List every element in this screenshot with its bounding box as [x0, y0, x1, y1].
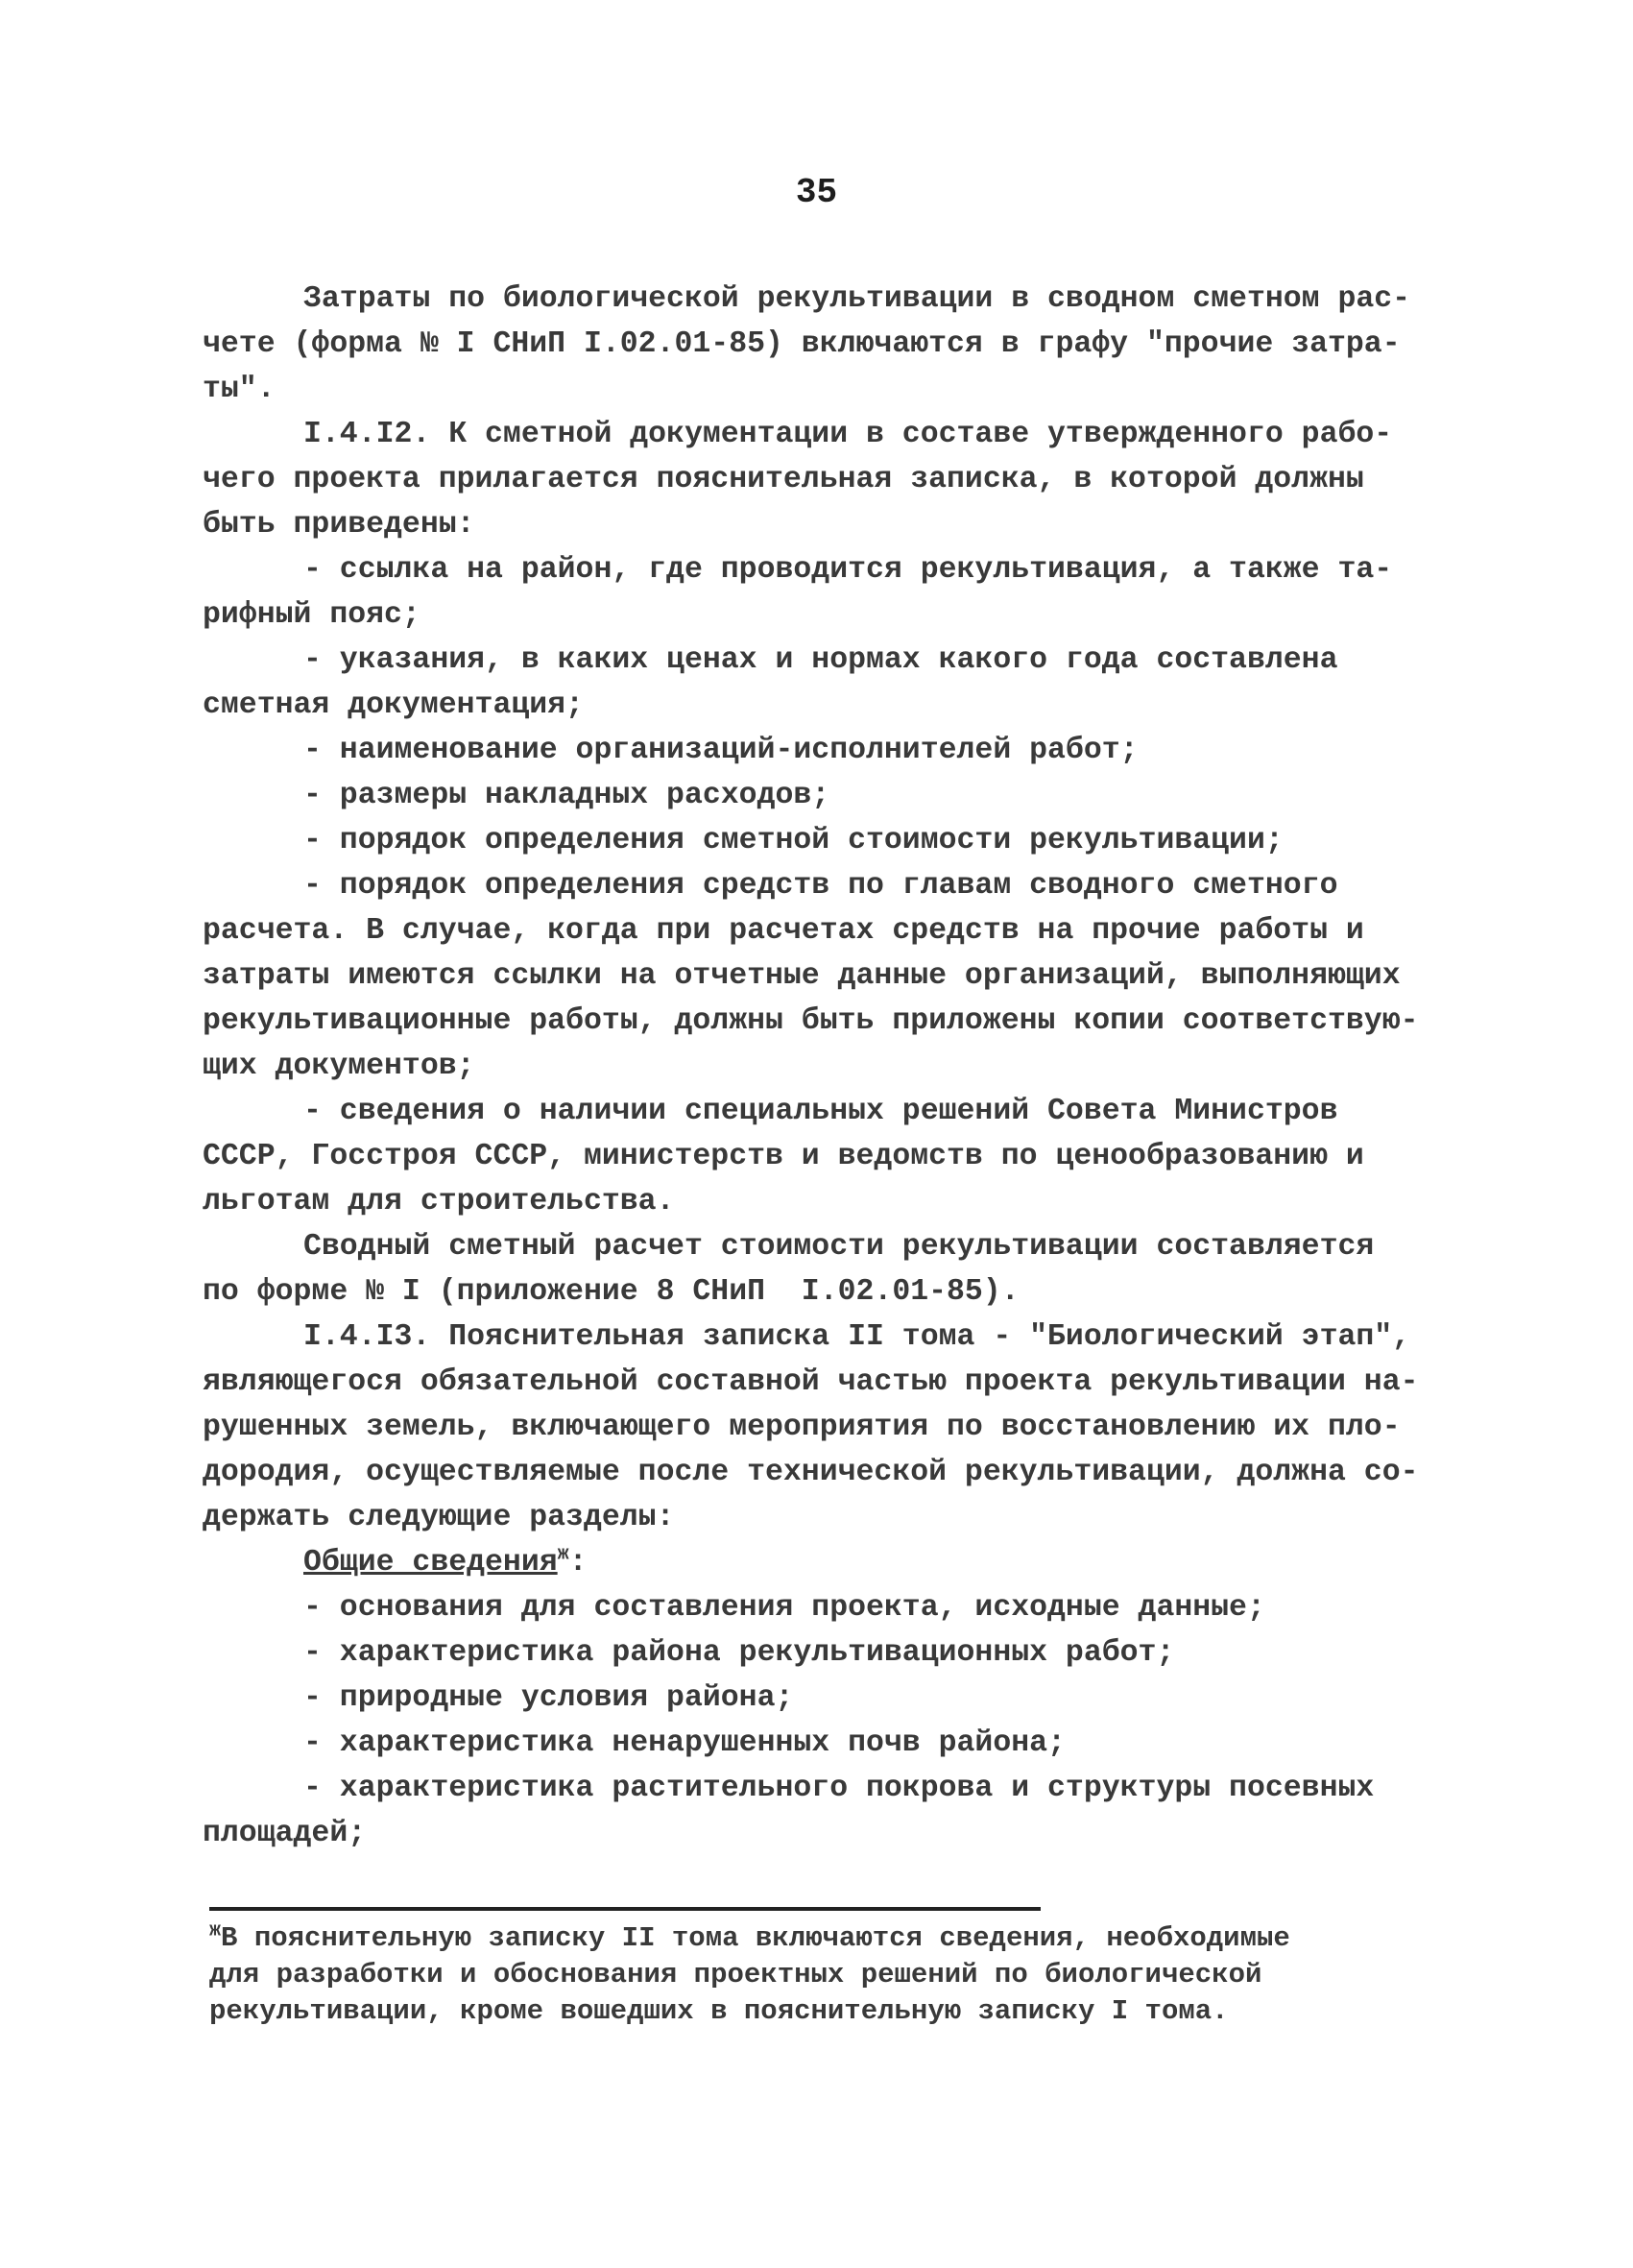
footnote-line: рекультивации, кроме вошедших в пояснительную записку I тома. [209, 1995, 1229, 2027]
text-line: расчета. В случае, когда при расчетах средств на прочие работы и [203, 914, 1364, 948]
footnote-line: для разработки и обоснования проектных решений по биологической [209, 1959, 1262, 1991]
list-item: - размеры накладных расходов; [303, 779, 830, 812]
section-heading-colon: : [568, 1546, 588, 1580]
text-line: затраты имеются ссылки на отчетные данные организаций, выполняющих [203, 959, 1401, 993]
text-line: чете (форма № I СНиП I.02.01-85) включаются в графу "прочие затра- [203, 327, 1401, 361]
list-item: - ссылка на район, где проводится рекультивация, а также та- [303, 553, 1393, 587]
footnote-divider [209, 1907, 1041, 1911]
list-item: - указания, в каких ценах и нормах какого года составлена [303, 643, 1338, 677]
list-item: - наименование организаций-исполнителей работ; [303, 734, 1139, 767]
clause-1-4-13: I.4.I3. Пояснительная записка II тома - "Биологический этап", [303, 1320, 1411, 1354]
text-line: льготам для строительства. [203, 1185, 675, 1218]
text-line: площадей; [203, 1817, 367, 1850]
text-line: по форме № I (приложение 8 СНиП I.02.01-85). [203, 1275, 1020, 1309]
list-item: - порядок определения сметной стоимости рекультивации; [303, 824, 1284, 857]
list-item: - порядок определения средств по главам сводного сметного [303, 869, 1338, 903]
document-body [203, 277, 1451, 1856]
text-line: СССР, Госстроя СССР, министерств и ведомств по ценообразованию и [203, 1140, 1364, 1173]
text-line: ты". [203, 373, 276, 406]
text-line: рекультивационные работы, должны быть приложены копии соответствую- [203, 1004, 1419, 1038]
text-line: рифный пояс; [203, 598, 420, 632]
footnote-text: В пояснительную записку II тома включаются сведения, необходимые [221, 1922, 1290, 1954]
list-item: - основания для составления проекта, исходные данные; [303, 1591, 1265, 1625]
text-line: быть приведены: [203, 508, 475, 542]
list-item: - характеристика растительного покрова и структуры посевных [303, 1772, 1375, 1805]
footnote [209, 1920, 1457, 2030]
text-line: чего проекта прилагается пояснительная записка, в которой должны [203, 463, 1364, 496]
list-item: - характеристика ненарушенных почв района; [303, 1726, 1066, 1760]
list-item: - природные условия района; [303, 1681, 794, 1715]
text-line: держать следующие разделы: [203, 1501, 675, 1534]
text-line: сметная документация; [203, 688, 584, 722]
page-number: 35 [795, 173, 838, 212]
text-line: щих документов; [203, 1050, 475, 1083]
footnote-line [209, 1920, 1457, 1957]
clause-1-4-12: I.4.I2. К сметной документации в составе утвержденного рабо- [303, 418, 1393, 451]
footnote-mark: ж [209, 1919, 222, 1942]
section-heading [203, 1540, 1451, 1585]
text-line: Сводный сметный расчет стоимости рекультивации составляется [303, 1230, 1375, 1264]
text-line: Затраты по биологической рекультивации в сводном сметном рас- [303, 282, 1411, 316]
list-item: - характеристика района рекультивационных работ; [303, 1636, 1175, 1670]
text-line: дородия, осуществляемые после технической рекультивации, должна со- [203, 1456, 1419, 1489]
text-line: рушенных земель, включающего мероприятия по восстановлению их пло- [203, 1411, 1401, 1444]
footnote-mark: ж [557, 1543, 569, 1566]
section-heading-text: Общие сведения [303, 1546, 558, 1580]
list-item: - сведения о наличии специальных решений Совета Министров [303, 1095, 1338, 1128]
text-line: являющегося обязательной составной частью проекта рекультивации на- [203, 1365, 1419, 1399]
